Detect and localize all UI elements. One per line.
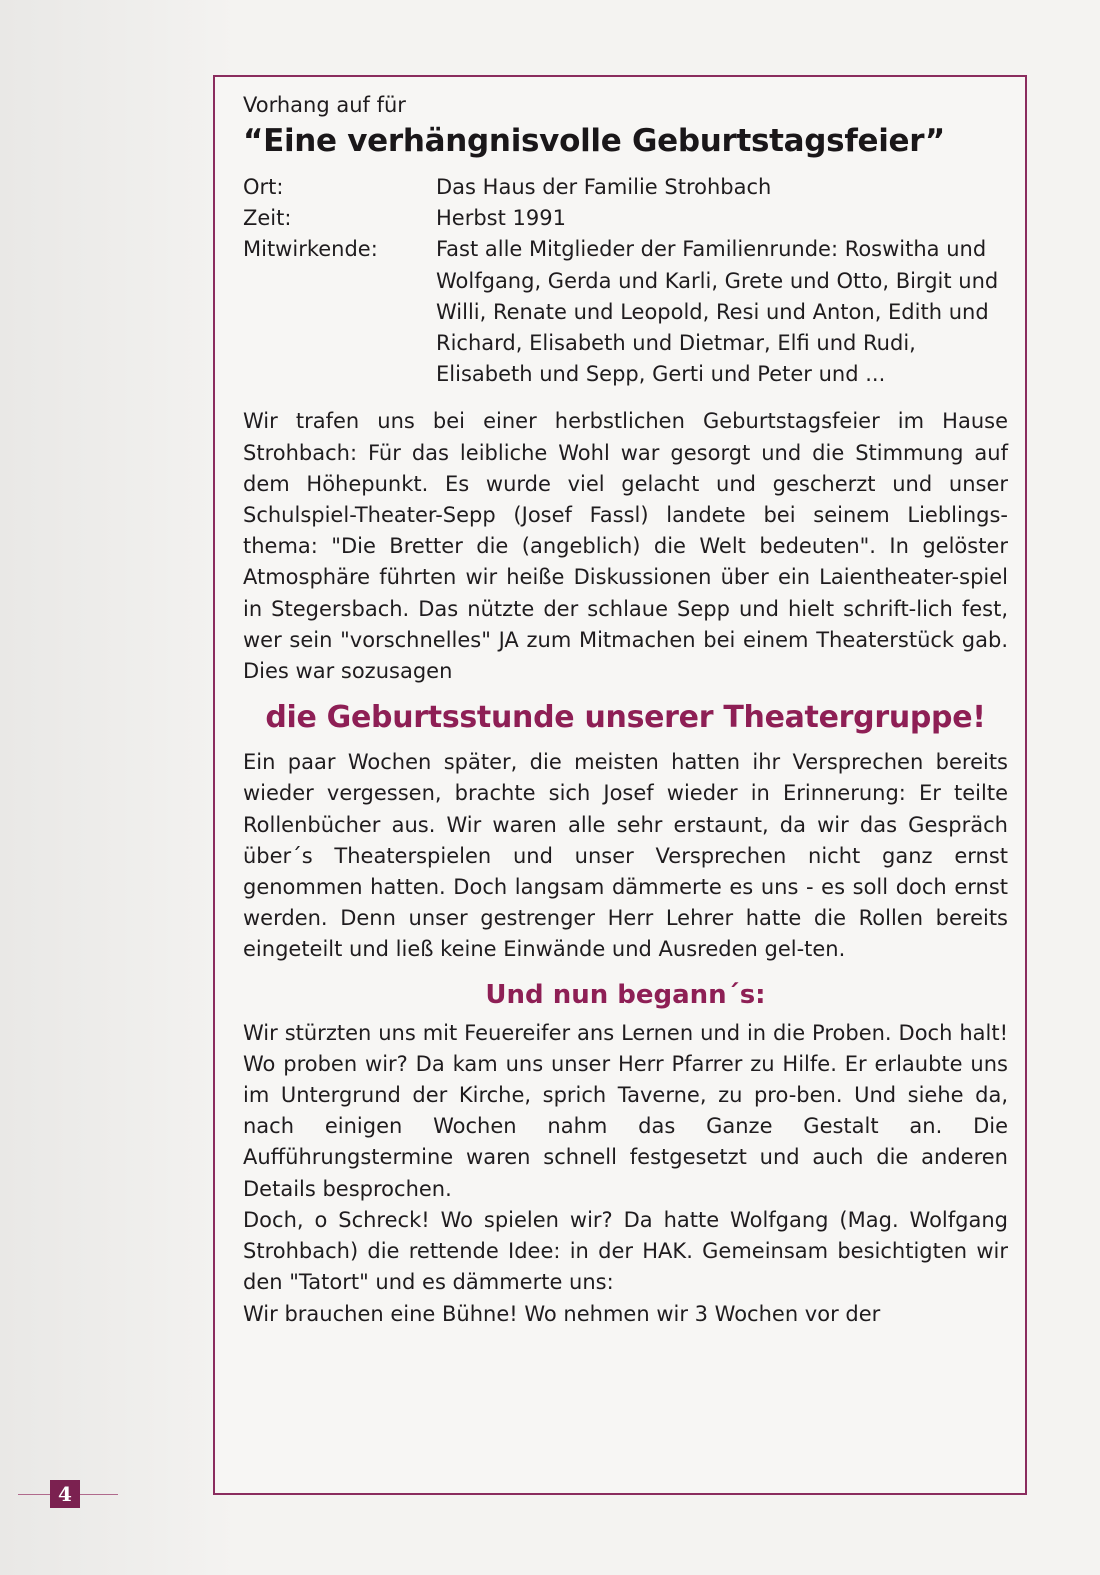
info-row-mitwirkende — [243, 234, 1008, 390]
page-number: 4 — [50, 1480, 80, 1508]
page-background-shade — [0, 0, 235, 1575]
info-row-ort — [243, 172, 1008, 203]
info-key: Zeit: — [243, 206, 292, 231]
paragraph-rehearsal: Wir stürzten uns mit Feuereifer ans Lernen und in die Proben. Doch halt! Wo proben wir? Da kam uns unser Herr Pfarrer zu Hilfe. Er erlaubte uns im Untergrund der Kirche, sprich Taverne, zu pro-ben. Und siehe da, nach einigen Wochen nahm das Ganze Gestalt an. Die Aufführungstermine waren schnell festgesetzt und auch die anderen Details besprochen. — [243, 1020, 1008, 1201]
paragraph-stage: Wir brauchen eine Bühne! Wo nehmen wir 3 Wochen vor der — [243, 1301, 881, 1326]
paragraph-intro: Wir trafen uns bei einer herbstlichen Geburtstagsfeier im Hause Strohbach: Für das leibliche Wohl war gesorgt und die Stimmung auf dem Höhepunkt. Es wurde viel gelacht und gescherzt und unser Schulspiel-Theater-Sepp (Josef Fassl) landete bei seinem Lieblings-thema: "Die Bretter die (angeblich) die Welt bedeuten". In gelöster Atmosphäre führten wir heiße Diskussionen über ein Laientheater-spiel in Stegersbach. Das nützte der schlaue Sepp und hielt schrift-lich fest, wer sein "vorschnelles" JA zum Mitmachen bei einem Theaterstück gab. Dies war sozusagen — [243, 409, 1008, 684]
article-subtitle: Vorhang auf für — [243, 93, 406, 117]
info-table — [243, 172, 1008, 390]
article-content — [243, 90, 1008, 1330]
section-heading-birth: die Geburtsstunde unserer Theatergruppe! — [265, 700, 986, 736]
section-heading-begin: Und nun begann´s: — [485, 979, 766, 1010]
info-row-zeit — [243, 203, 1008, 234]
paragraph-venue: Doch, o Schreck! Wo spielen wir? Da hatte Wolfgang (Mag. Wolfgang Strohbach) die rettende Idee: in der HAK. Gemeinsam besichtigten wir den "Tatort" und es dämmerte uns: — [243, 1207, 1008, 1295]
info-value: Herbst 1991 — [436, 206, 566, 231]
info-key: Ort: — [243, 175, 284, 199]
info-value: Das Haus der Familie Strohbach — [436, 175, 772, 199]
info-value: Fast alle Mitglieder der Familienrunde: Roswitha und Wolfgang, Gerda und Karli, Grete und Otto, Birgit und Willi, Renate und Leopold, Resi und Anton, Edith und Richard, Elisabeth und Dietmar, Elfi und Rudi, Elisabeth und Sepp, Gerti und Peter und ... — [436, 237, 999, 387]
article-title: “Eine verhängnisvolle Geburtstagsfeier” — [243, 123, 945, 159]
paragraph-roles: Ein paar Wochen später, die meisten hatten ihr Versprechen bereits wieder vergessen, brachte sich Josef wieder in Erinnerung: Er teilte Rollenbücher aus. Wir waren alle sehr erstaunt, da wir das Gespräch über´s Theaterspielen und unser Versprechen nicht ganz ernst genommen hatten. Doch langsam dämmerte es uns - es soll doch ernst werden. Denn unser gestrenger Herr Lehrer hatte die Rollen bereits eingeteilt und ließ keine Einwände und Ausreden gel-ten. — [243, 750, 1008, 962]
info-key: Mitwirkende: — [243, 237, 378, 262]
